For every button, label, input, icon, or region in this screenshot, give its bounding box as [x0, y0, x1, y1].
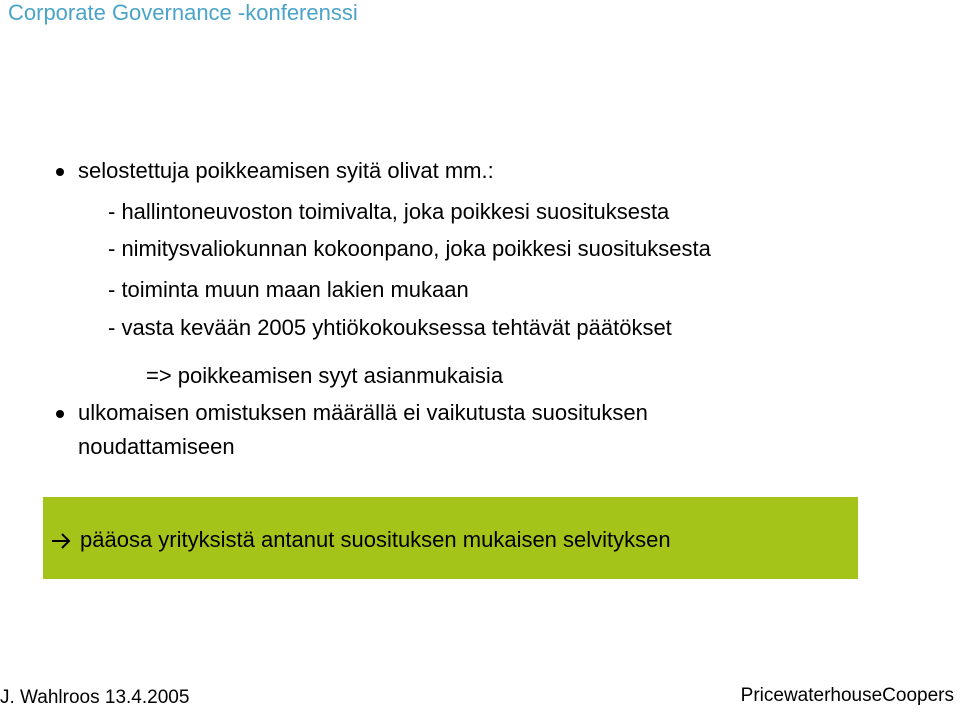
sub-item-2: - nimitysvaliokunnan kokoonpano, joka poikkesi suosituksesta [108, 236, 711, 261]
arrow-right-icon [50, 526, 72, 554]
highlight-line [50, 526, 671, 554]
bullet-text-2-continued: noudattamiseen [78, 434, 235, 459]
sub-item-4: - vasta kevään 2005 yhtiökokouksessa tehtävät päätökset [108, 315, 672, 340]
footer-brand: PricewaterhouseCoopers [740, 685, 954, 706]
bullet-icon [56, 157, 66, 167]
bullet-text-2: ulkomaisen omistuksen määrällä ei vaikutusta suosituksen [78, 400, 648, 425]
footer-author-date: J. Wahlroos 13.4.2005 [0, 687, 190, 708]
bullet-text-1: selostettuja poikkeamisen syitä olivat mm.: [78, 158, 494, 183]
slide-title: Corporate Governance -konferenssi [8, 0, 358, 25]
bullet-icon [56, 399, 66, 409]
sub-item-3: - toiminta muun maan lakien mukaan [108, 277, 469, 302]
highlight-text: pääosa yrityksistä antanut suosituksen mukaisen selvityksen [80, 527, 671, 552]
conclusion-text: => poikkeamisen syyt asianmukaisia [146, 363, 504, 388]
sub-item-1: - hallintoneuvoston toimivalta, joka poikkesi suosituksesta [108, 199, 670, 224]
